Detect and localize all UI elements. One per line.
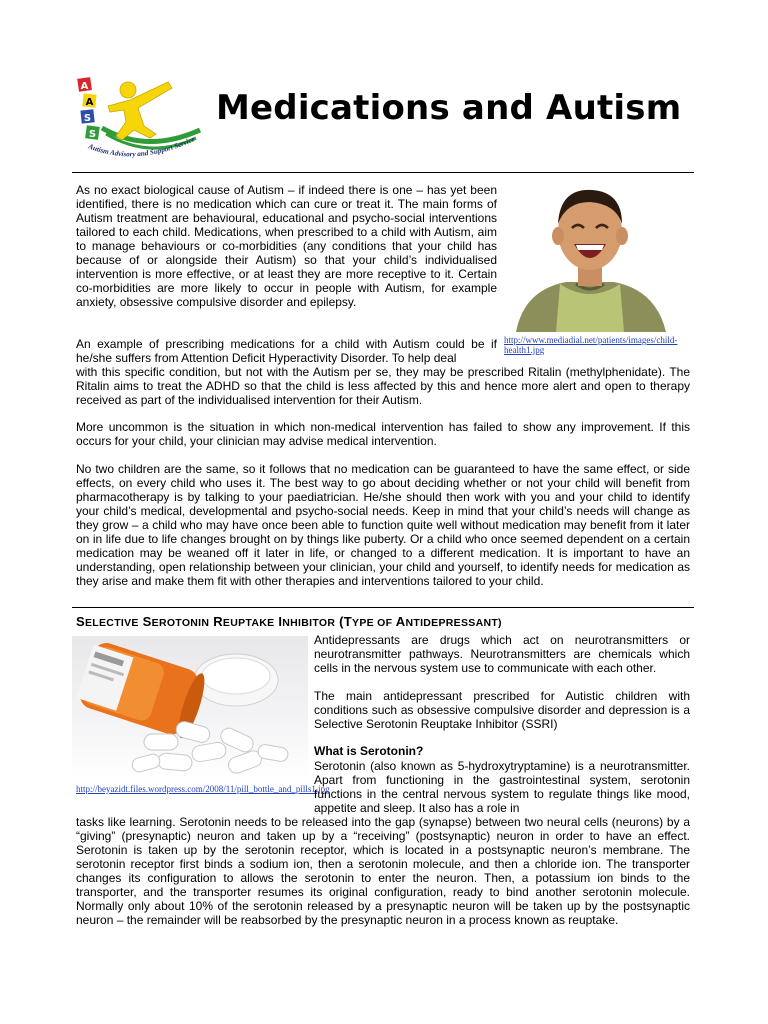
page-title: Medications and Autism [216, 88, 682, 128]
logo-letter-1: A [80, 81, 89, 92]
logo-arc-text: Autism Advisory and Support Service [87, 135, 196, 159]
serotonin-paragraph-rest: tasks like learning. Serotonin needs to be released into the gap (synapse) between two neural cells (neurons) by a “giving” (presynaptic) neuron and taken up by a “receiving” (postsynaptic) neuron in order to have an effect. Serotonin is taken up by the serotonin receptor, which is located in a postsynaptic neuron’s membrane. The serotonin receptor first binds a sodium ion, then a serotonin molecule, and then a chloride ion. The transporter changes its configuration to allows the serotonin to enter the neuron. Then, a potassium ion binds to the transporter, and the transporter resumes its original configuration, ready to bind another serotonin molecule. Normally only about 10% of the serotonin released by a presynaptic neuron will be taken up by the postsynaptic neuron – the remainder will be reabsorbed by the presynaptic neuron in a process known as reuptake. [76, 815, 690, 927]
title-divider [72, 172, 694, 173]
intro-paragraph-4: No two children are the same, so it follows that no medication can be guaranteed to have the same effect, or side effects, on every child who uses it. The best way to go about deciding whether or not your child will benefit from pharmacotherapy is by talking to your paediatrician. He/she should then work with you and your child to identify your child’s medical, developmental and psycho-social needs. Keep in mind that your child’s needs will change as they grow – a child who may have once been able to function quite well without medication may benefit from it later on in life due to life changes brought on by things like puberty. Or a child who once seemed dependent on a certain medication may be weaned off it later in life, or changed to a different medication. It is important to have an understanding, open relationship between your clinician, your child and yourself, to identify needs for medication as they arise and make them fit with other therapies and interventions tailored to your child. [76, 462, 690, 588]
pills-caption-link[interactable]: http://beyazidt.files.wordpress.com/2008/11/pill_bottle_and_pills1.jpg [76, 784, 330, 794]
section-title: SELECTIVE SEROTONIN REUPTAKE INHIBITOR (TYPE OF ANTIDEPRESSANT) [76, 614, 502, 629]
pill-bottle-photo [72, 636, 308, 778]
logo-letter-4: S [88, 129, 97, 140]
logo-letter-2: A [85, 97, 94, 108]
section-divider [72, 607, 694, 608]
intro-paragraph-1: As no exact biological cause of Autism – if indeed there is one – has yet been identified, there is no medication which can cure or treat it. The main forms of Autism treatment are behavioural, educational and psycho-social interventions tailored to each child. Medications, when prescribed to a child with Autism, aim to manage behaviours or co-morbidities (any conditions that your child has because of or alongside their Autism) so that your child’s individualised intervention is more effective, or at least they are more receptive to it. Certain co-morbidities are more likely to occur in people with Autism, for example anxiety, obsessive compulsive disorder and epilepsy. [76, 183, 497, 309]
section-paragraph-2: The main antidepressant prescribed for Autistic children with conditions such as obsessive compulsive disorder and depression is a Selective Serotonin Reuptake Inhibitor (SSRI) [314, 689, 690, 731]
logo-letter-3: S [83, 113, 92, 124]
section-paragraph-1: Antidepressants are drugs which act on neurotransmitters or neurotransmitter pathways. Neurotransmitters are chemicals which cells in the nervous system use to communicate with each other. [314, 633, 690, 675]
child-photo [506, 180, 674, 332]
intro-paragraph-2-rest: with this specific condition, but not with the Autism per se, they may be prescribed Ritalin (methylphenidate). The Ritalin aims to treat the ADHD so that the child is less affected by this and hence more alert and open to therapy received as part of the individualised intervention for their Autism. [76, 365, 690, 407]
photo-caption-link[interactable]: http://www.mediadial.net/patients/images/child-health1.jpg [504, 335, 678, 355]
aass-logo [72, 70, 212, 166]
serotonin-subheading: What is Serotonin? [314, 744, 424, 758]
intro-paragraph-2-top: An example of prescribing medications for a child with Autism could be if he/she suffers from Attention Deficit Hyperactivity Disorder. To help deal [76, 337, 497, 365]
intro-paragraph-3: More uncommon is the situation in which non-medical intervention has failed to show any improvement. If this occurs for your child, your clinician may advise medical intervention. [76, 420, 690, 448]
serotonin-paragraph-top: Serotonin (also known as 5-hydroxytryptamine) is a neurotransmitter. Apart from functioning in the gastrointestinal system, serotonin functions in the central nervous system to regulate things like mood, appetite and sleep. It also has a role in [314, 759, 690, 815]
